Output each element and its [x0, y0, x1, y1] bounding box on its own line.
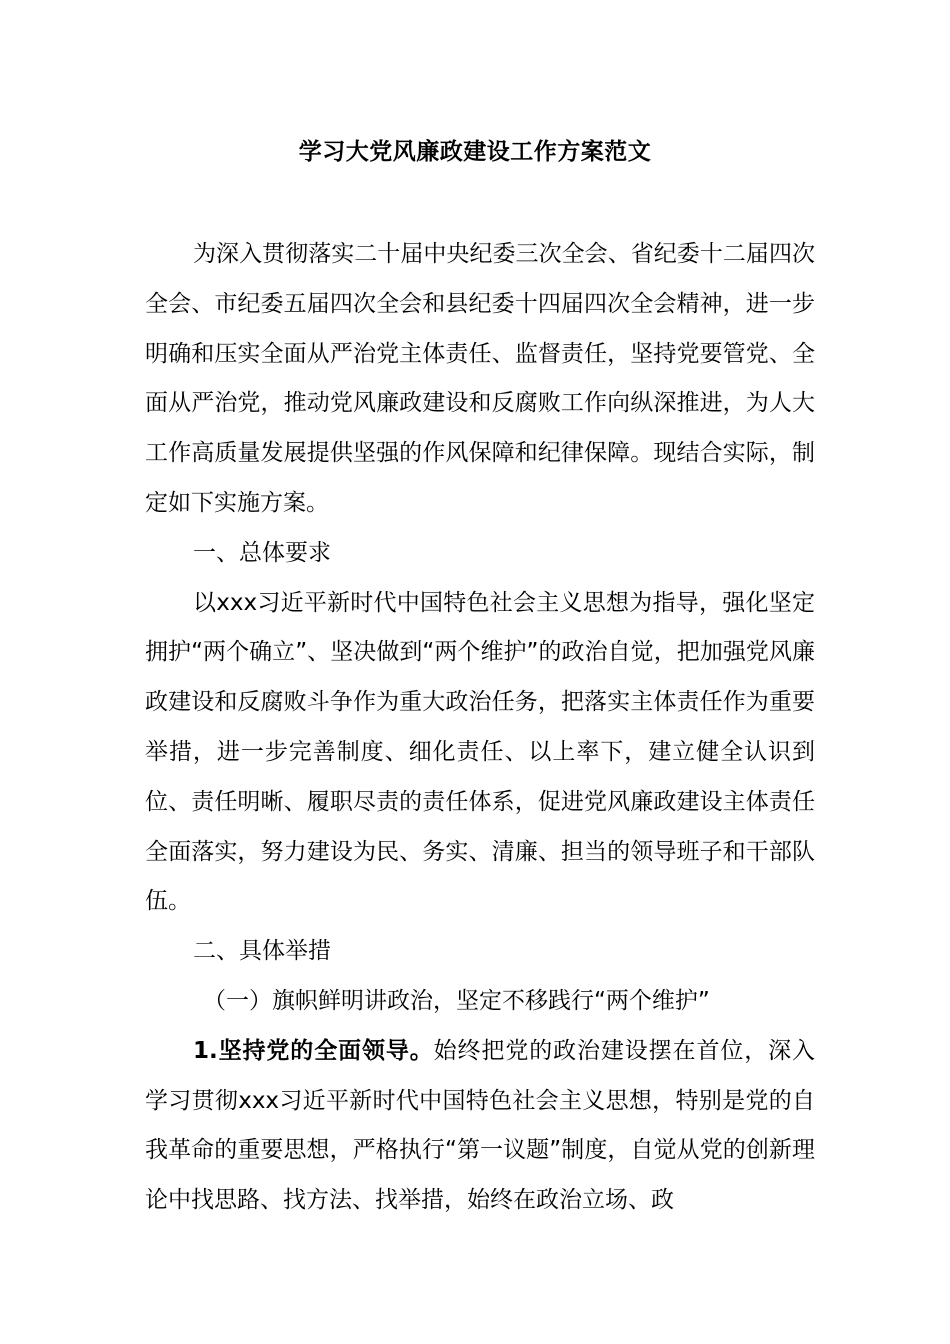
item-1-lead: 1.坚持党的全面领导。	[193, 1037, 434, 1064]
section-1-heading: 一、总体要求	[193, 539, 331, 566]
item-1-paragraph	[145, 1027, 815, 1226]
intro-paragraph: 为深入贯彻落实二十届中央纪委三次全会、省纪委十二届四次全会、市纪委五届四次全会和县纪委十四届四次全会精神，进一步明确和压实全面从严治党主体责任、监督责任，坚持党要管党、全面从严治党，推动党风廉政建设和反腐败工作向纵深推进，为人大工作高质量发展提供坚强的作风保障和纪律保障。现结合实际，制定如下实施方案。	[145, 241, 815, 516]
item-1-text: 始终把党的政治建设摆在首位，深入学习贯彻xxx习近平新时代中国特色社会主义思想，特别是党的自我革命的重要思想，严格执行“第一议题”制度，自觉从党的创新理论中找思路、找方法、找举措，始终在政治立场、政	[145, 1037, 816, 1214]
subsection-1-heading: （一）旗帜鲜明讲政治，坚定不移践行“两个维护”	[203, 987, 710, 1014]
document-body	[145, 230, 815, 1226]
section-2-heading: 二、具体举措	[193, 938, 331, 965]
document-title: 学习大党风廉政建设工作方案范文	[298, 139, 652, 165]
section-1-paragraph: 以xxx习近平新时代中国特色社会主义思想为指导，强化坚定拥护“两个确立”、坚决做到“两个维护”的政治自觉，把加强党风廉政建设和反腐败斗争作为重大政治任务，把落实主体责任作为重要举措，进一步完善制度、细化责任、以上率下，建立健全认识到位、责任明晰、履职尽责的责任体系，促进党风廉政建设主体责任全面落实，努力建设为民、务实、清廉、担当的领导班子和干部队伍。	[145, 589, 815, 915]
